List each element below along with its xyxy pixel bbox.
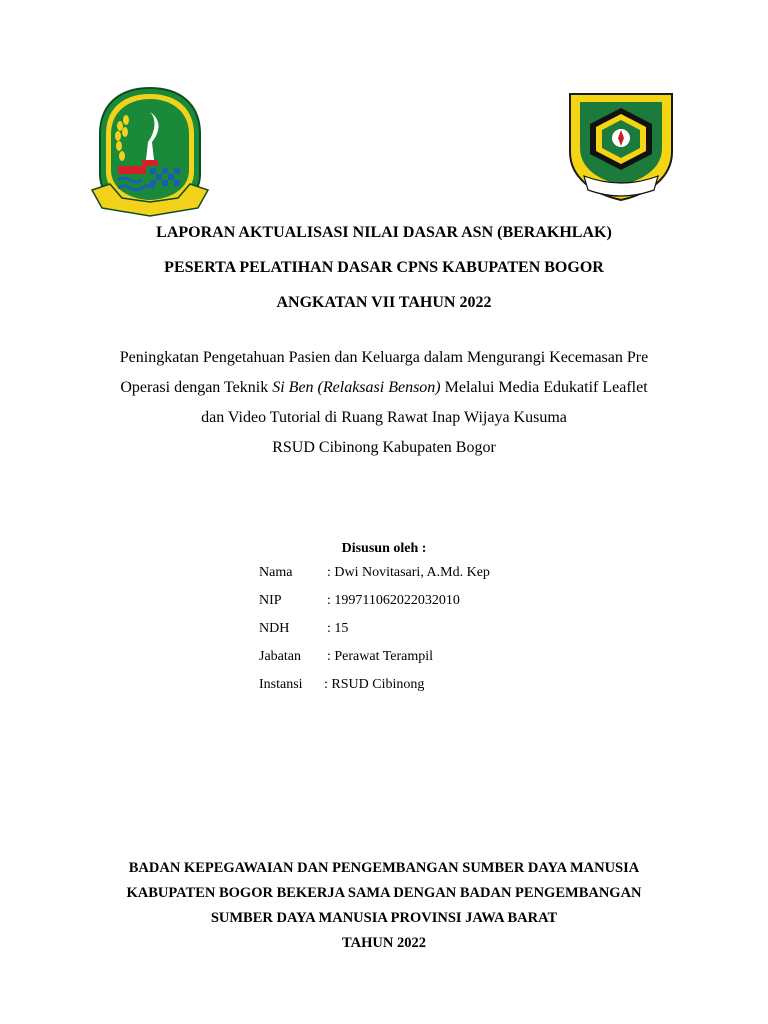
kabupaten-bogor-logo [566, 90, 676, 202]
subject-line-3: dan Video Tutorial di Ruang Rawat Inap Wijaya Kusuma [201, 409, 567, 426]
kabupaten-bogor-emblem-icon [566, 90, 676, 202]
report-title-line-3: ANGKATAN VII TAHUN 2022 [276, 294, 492, 311]
author-row-nama [259, 565, 559, 583]
author-value: : 15 [327, 621, 349, 636]
jawa-barat-emblem-icon [88, 82, 212, 218]
footer-line-1: BADAN KEPEGAWAIAN DAN PENGEMBANGAN SUMBER DAYA MANUSIA [128, 860, 640, 876]
subject-line-2-end: Melalui Media Edukatif Leaflet [440, 379, 648, 396]
author-row-nip [259, 593, 559, 611]
author-value: : 199711062022032010 [327, 593, 460, 608]
subject-line-4: RSUD Cibinong Kabupaten Bogor [272, 439, 496, 456]
author-value: : RSUD Cibinong [324, 677, 425, 692]
report-title-line-1: LAPORAN AKTUALISASI NILAI DASAR ASN (BERAKHLAK) [156, 224, 612, 241]
author-value: : Perawat Terampil [327, 649, 434, 664]
author-label: NIP [259, 593, 282, 608]
author-label: NDH [259, 621, 290, 636]
author-heading: Disusun oleh : [341, 541, 427, 556]
report-title-line-2: PESERTA PELATIHAN DASAR CPNS KABUPATEN BOGOR [164, 259, 604, 276]
author-row-instansi [259, 677, 559, 695]
footer-line-2: KABUPATEN BOGOR BEKERJA SAMA DENGAN BADAN PENGEMBANGAN [126, 885, 642, 901]
author-label: Jabatan [259, 649, 301, 664]
footer-line-3: SUMBER DAYA MANUSIA PROVINSI JAWA BARAT [210, 910, 558, 926]
author-row-ndh [259, 621, 559, 639]
footer-year: TAHUN 2022 [342, 935, 426, 951]
subject-line-2 [0, 379, 768, 397]
subject-line-1: Peningkatan Pengetahuan Pasien dan Keluarga dalam Mengurangi Kecemasan Pre [119, 349, 649, 366]
jawa-barat-logo [88, 82, 212, 218]
author-value: : Dwi Novitasari, A.Md. Kep [327, 565, 490, 580]
subject-line-2-start: Operasi dengan Teknik [120, 379, 273, 396]
author-label: Instansi [259, 677, 303, 692]
subject-technique-name: Si Ben (Relaksasi Benson) [272, 379, 441, 396]
author-label: Nama [259, 565, 293, 580]
author-row-jabatan [259, 649, 559, 667]
